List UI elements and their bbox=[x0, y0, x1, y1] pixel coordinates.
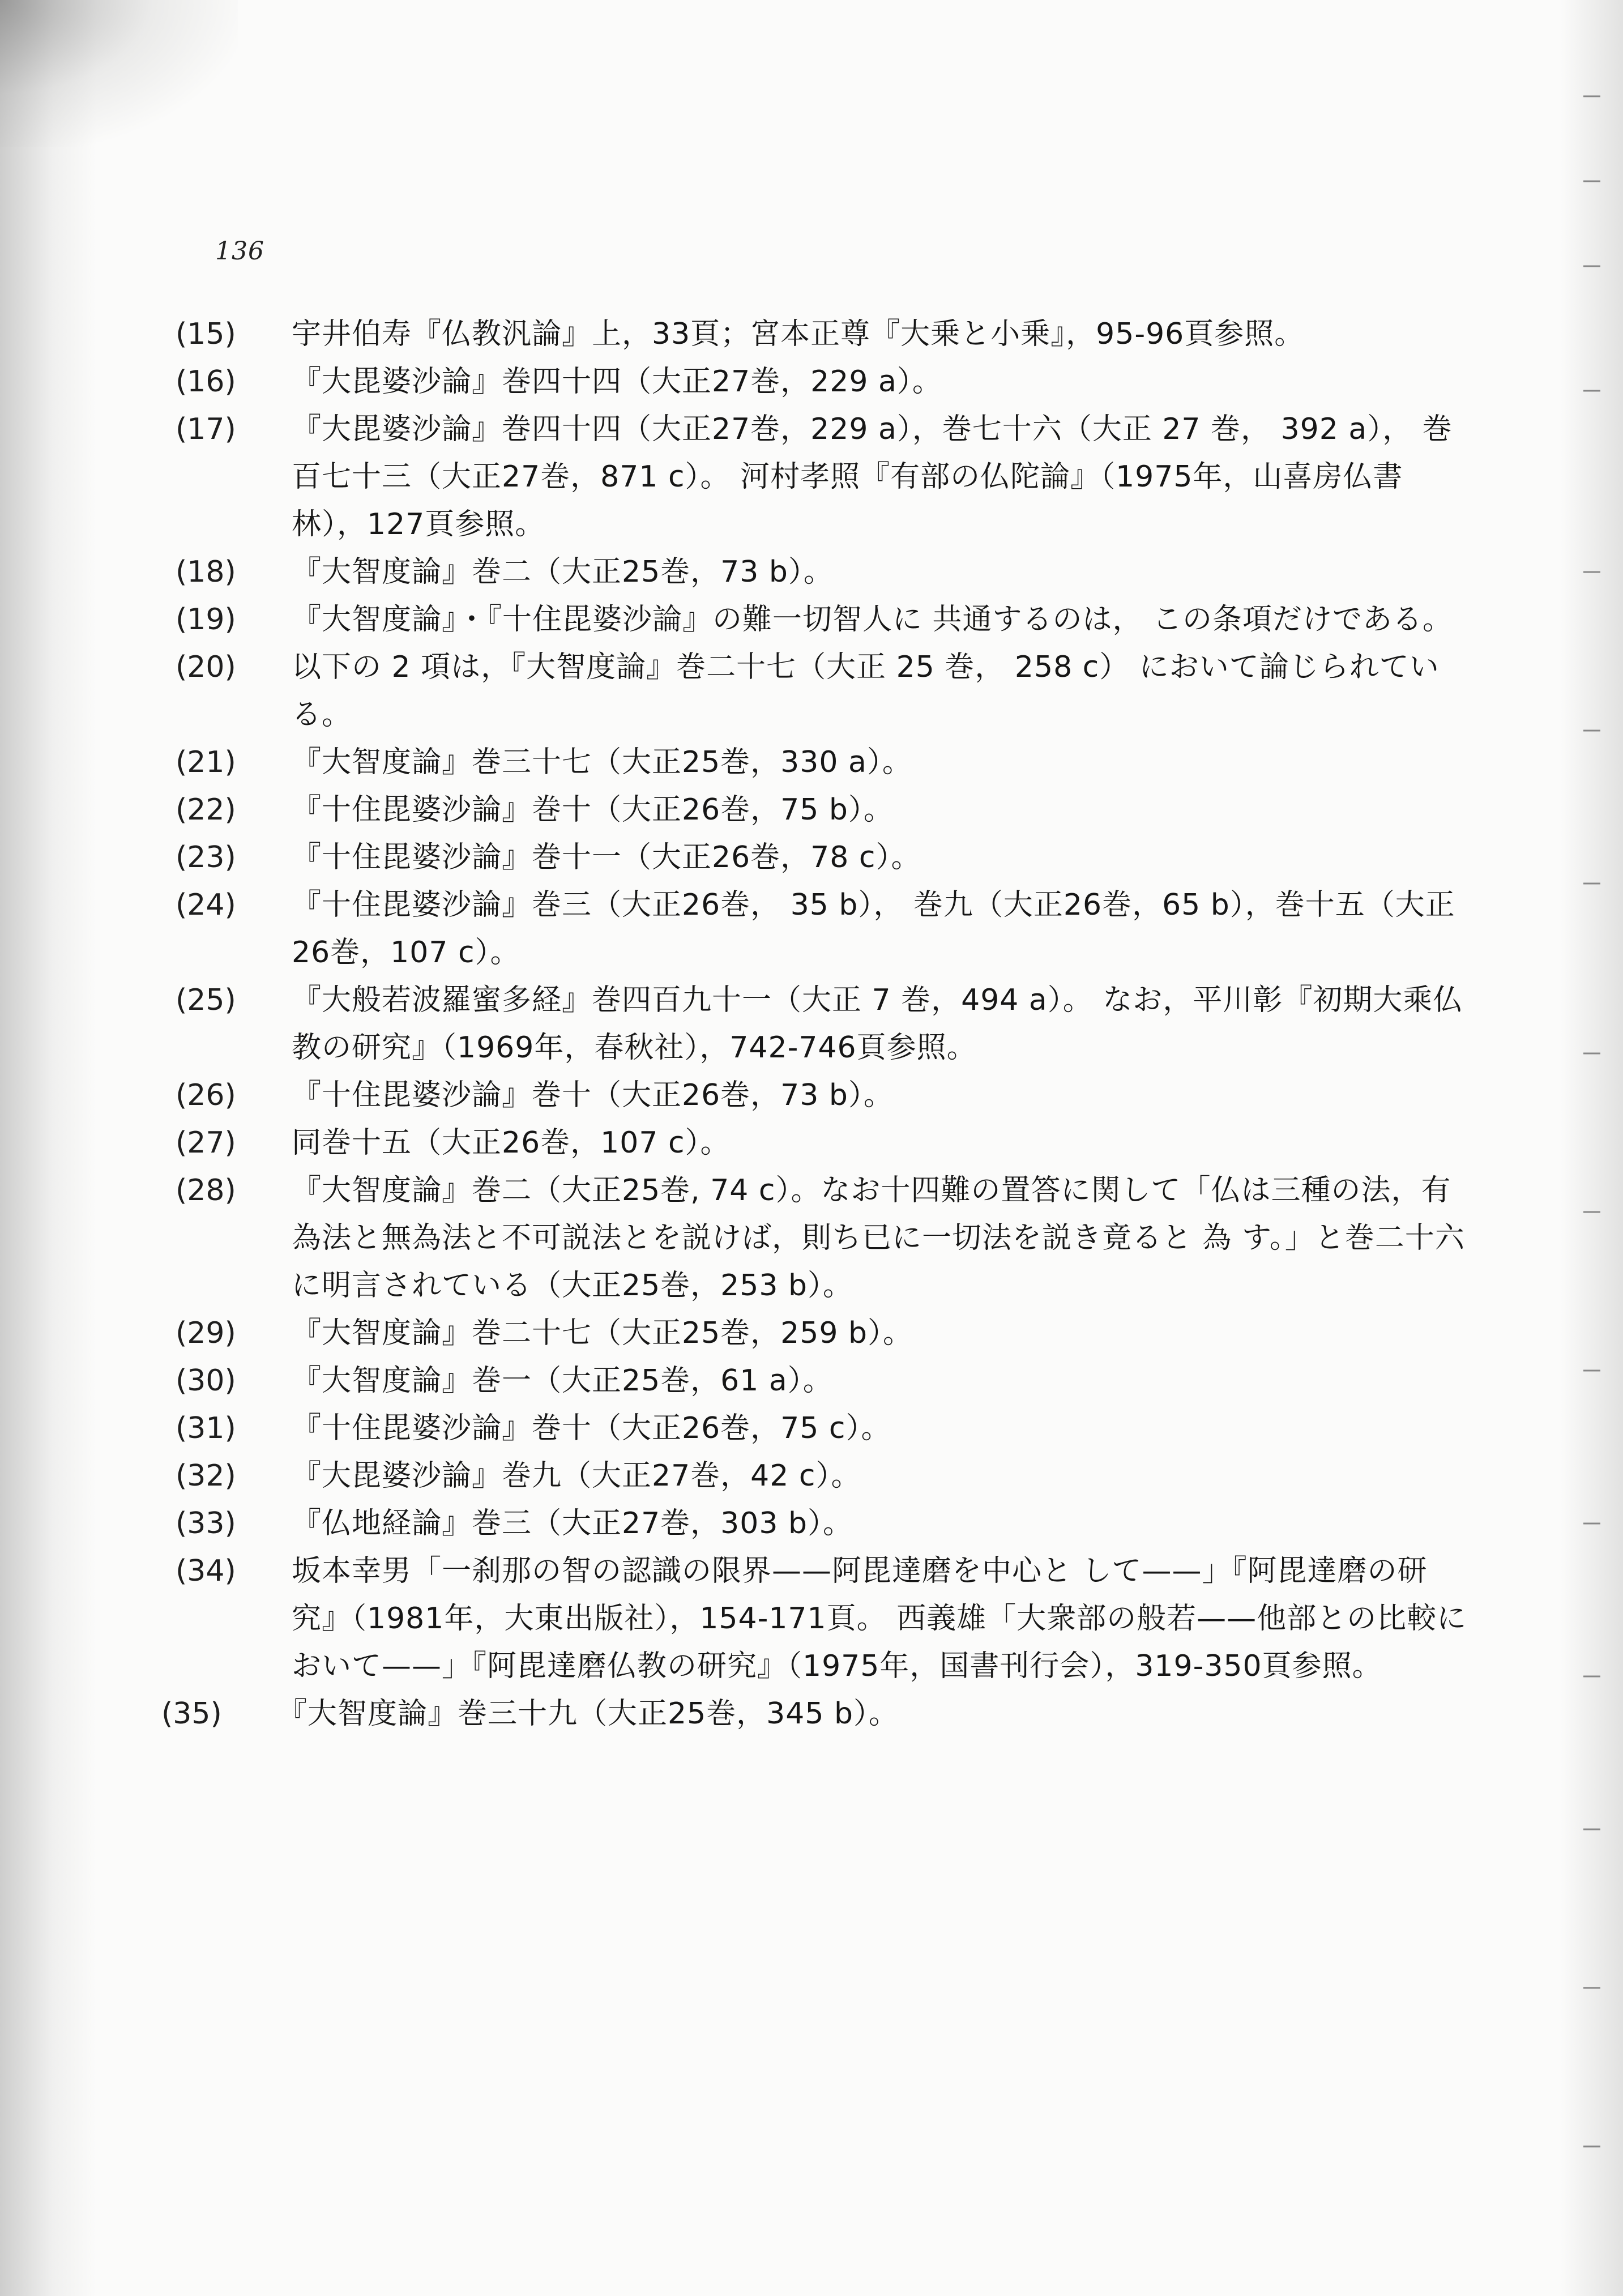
endnote-number: (16) bbox=[176, 365, 236, 399]
endnote bbox=[176, 548, 1472, 596]
endnotes-list bbox=[161, 310, 1472, 1738]
endnote-number: (18) bbox=[176, 555, 236, 589]
endnote bbox=[176, 643, 1472, 739]
endnote-text: 『十住毘婆沙論』巻十一（大正26巻，78 c）。 bbox=[292, 840, 921, 874]
endnote-number: (35) bbox=[161, 1697, 222, 1731]
endnote-text: 『大般若波羅蜜多経』巻四百九十一（大正 7 巻，494 a）。 なお，平川彰『初期大乘仏教の研究』（1969年，春秋社），742-746頁参照。 bbox=[292, 983, 1463, 1065]
endnote bbox=[176, 1167, 1472, 1309]
endnote-text: 『大智度論』巻二（大正25巻, 74 c）。なお十四難の置答に関して「仏は三種の法，有為法と無為法と不可説法とを説けば，則ち已に一切法を説き竟ると 為 す。」と巻二十六に明言されている（大正25巻，253 b）。 bbox=[292, 1173, 1465, 1303]
endnote-text: 坂本幸男「一刹那の智の認識の限界——阿毘達磨を中心と して——」『阿毘達磨の研究』（1981年，大東出版社），154-171頁。 西義雄「大衆部の般若——他部との比較において——」『阿毘達磨仏教の研究』（1975年，国書刊行会），319-350頁参照。 bbox=[292, 1554, 1467, 1683]
endnote bbox=[176, 1119, 1472, 1167]
scan-shadow-left bbox=[0, 0, 96, 2296]
endnote-number: (22) bbox=[176, 793, 236, 827]
endnote-number: (23) bbox=[176, 840, 236, 874]
endnote bbox=[176, 786, 1472, 834]
endnote bbox=[176, 310, 1472, 358]
endnote-number: (17) bbox=[176, 412, 236, 446]
endnote-number: (25) bbox=[176, 983, 236, 1017]
scan-shadow-corner bbox=[0, 0, 238, 147]
endnote-text: 『大智度論』巻三十七（大正25巻，330 a）。 bbox=[292, 745, 912, 779]
endnote bbox=[176, 1452, 1472, 1500]
endnote-number: (27) bbox=[176, 1126, 236, 1160]
endnote-text: 『仏地経論』巻三（大正27巻，303 b）。 bbox=[292, 1507, 853, 1540]
endnote bbox=[176, 1500, 1472, 1547]
endnote-text: 同巻十五（大正26巻，107 c）。 bbox=[292, 1126, 731, 1160]
endnote bbox=[176, 881, 1472, 976]
endnote bbox=[176, 358, 1472, 406]
endnote-text: 『大智度論』巻二（大正25巻，73 b）。 bbox=[292, 555, 834, 589]
endnote-text: 『大毘婆沙論』巻四十四（大正27巻，229 a），巻七十六（大正 27 巻， 392 a）， 巻百七十三（大正27巻，871 c）。 河村孝照『有部の仏陀論』（1975年，山喜房仏書林），127頁参照。 bbox=[292, 412, 1453, 541]
endnote-text: 『十住毘婆沙論』巻十（大正26巻，75 b）。 bbox=[292, 793, 894, 827]
endnote bbox=[176, 1357, 1472, 1405]
endnote-number: (24) bbox=[176, 888, 236, 922]
endnote-number: (21) bbox=[176, 745, 236, 779]
endnote-text: 『大智度論』巻三十九（大正25巻，345 b）。 bbox=[277, 1697, 899, 1731]
endnote-text: 『大智度論』・『十住毘婆沙論』の難一切智人に 共通するのは， この条項だけである。 bbox=[292, 603, 1453, 637]
endnote bbox=[176, 1072, 1472, 1119]
endnote-number: (19) bbox=[176, 603, 236, 637]
endnote-number: (31) bbox=[176, 1411, 236, 1445]
endnote-number: (28) bbox=[176, 1173, 236, 1207]
endnote-text: 以下の 2 項は，『大智度論』巻二十七（大正 25 巻， 258 c） において論じられている。 bbox=[292, 650, 1440, 732]
endnote-number: (29) bbox=[176, 1316, 236, 1350]
endnote-number: (34) bbox=[176, 1554, 236, 1588]
endnote bbox=[176, 1547, 1472, 1690]
endnote bbox=[176, 1309, 1472, 1357]
endnote-text: 宇井伯寿『仏教汎論』上，33頁；宮本正尊『大乗と小乗』，95-96頁参照。 bbox=[292, 317, 1305, 351]
endnote-text: 『大智度論』巻二十七（大正25巻，259 b）。 bbox=[292, 1316, 913, 1350]
endnote bbox=[176, 976, 1472, 1072]
endnote bbox=[176, 739, 1472, 786]
endnote-text: 『大毘婆沙論』巻四十四（大正27巻，229 a）。 bbox=[292, 365, 942, 399]
page-number: 136 bbox=[215, 237, 264, 266]
endnote-number: (30) bbox=[176, 1364, 236, 1398]
endnote-text: 『十住毘婆沙論』巻三（大正26巻， 35 b）， 巻九（大正26巻，65 b），巻十五（大正26巻，107 c）。 bbox=[292, 888, 1455, 970]
endnote bbox=[161, 1690, 1472, 1738]
endnote-number: (32) bbox=[176, 1459, 236, 1493]
endnote-number: (20) bbox=[176, 650, 236, 684]
endnote bbox=[176, 406, 1472, 548]
endnote bbox=[176, 834, 1472, 881]
endnote bbox=[176, 596, 1472, 643]
endnote-number: (15) bbox=[176, 317, 236, 351]
endnote-number: (33) bbox=[176, 1507, 236, 1540]
endnote-text: 『大毘婆沙論』巻九（大正27巻，42 c）。 bbox=[292, 1459, 861, 1493]
endnote-text: 『十住毘婆沙論』巻十（大正26巻，73 b）。 bbox=[292, 1078, 894, 1112]
endnote-text: 『大智度論』巻一（大正25巻，61 a）。 bbox=[292, 1364, 833, 1398]
endnote bbox=[176, 1405, 1472, 1452]
endnote-number: (26) bbox=[176, 1078, 236, 1112]
endnote-text: 『十住毘婆沙論』巻十（大正26巻，75 c）。 bbox=[292, 1411, 891, 1445]
page-edge-marks bbox=[1583, 0, 1606, 2296]
